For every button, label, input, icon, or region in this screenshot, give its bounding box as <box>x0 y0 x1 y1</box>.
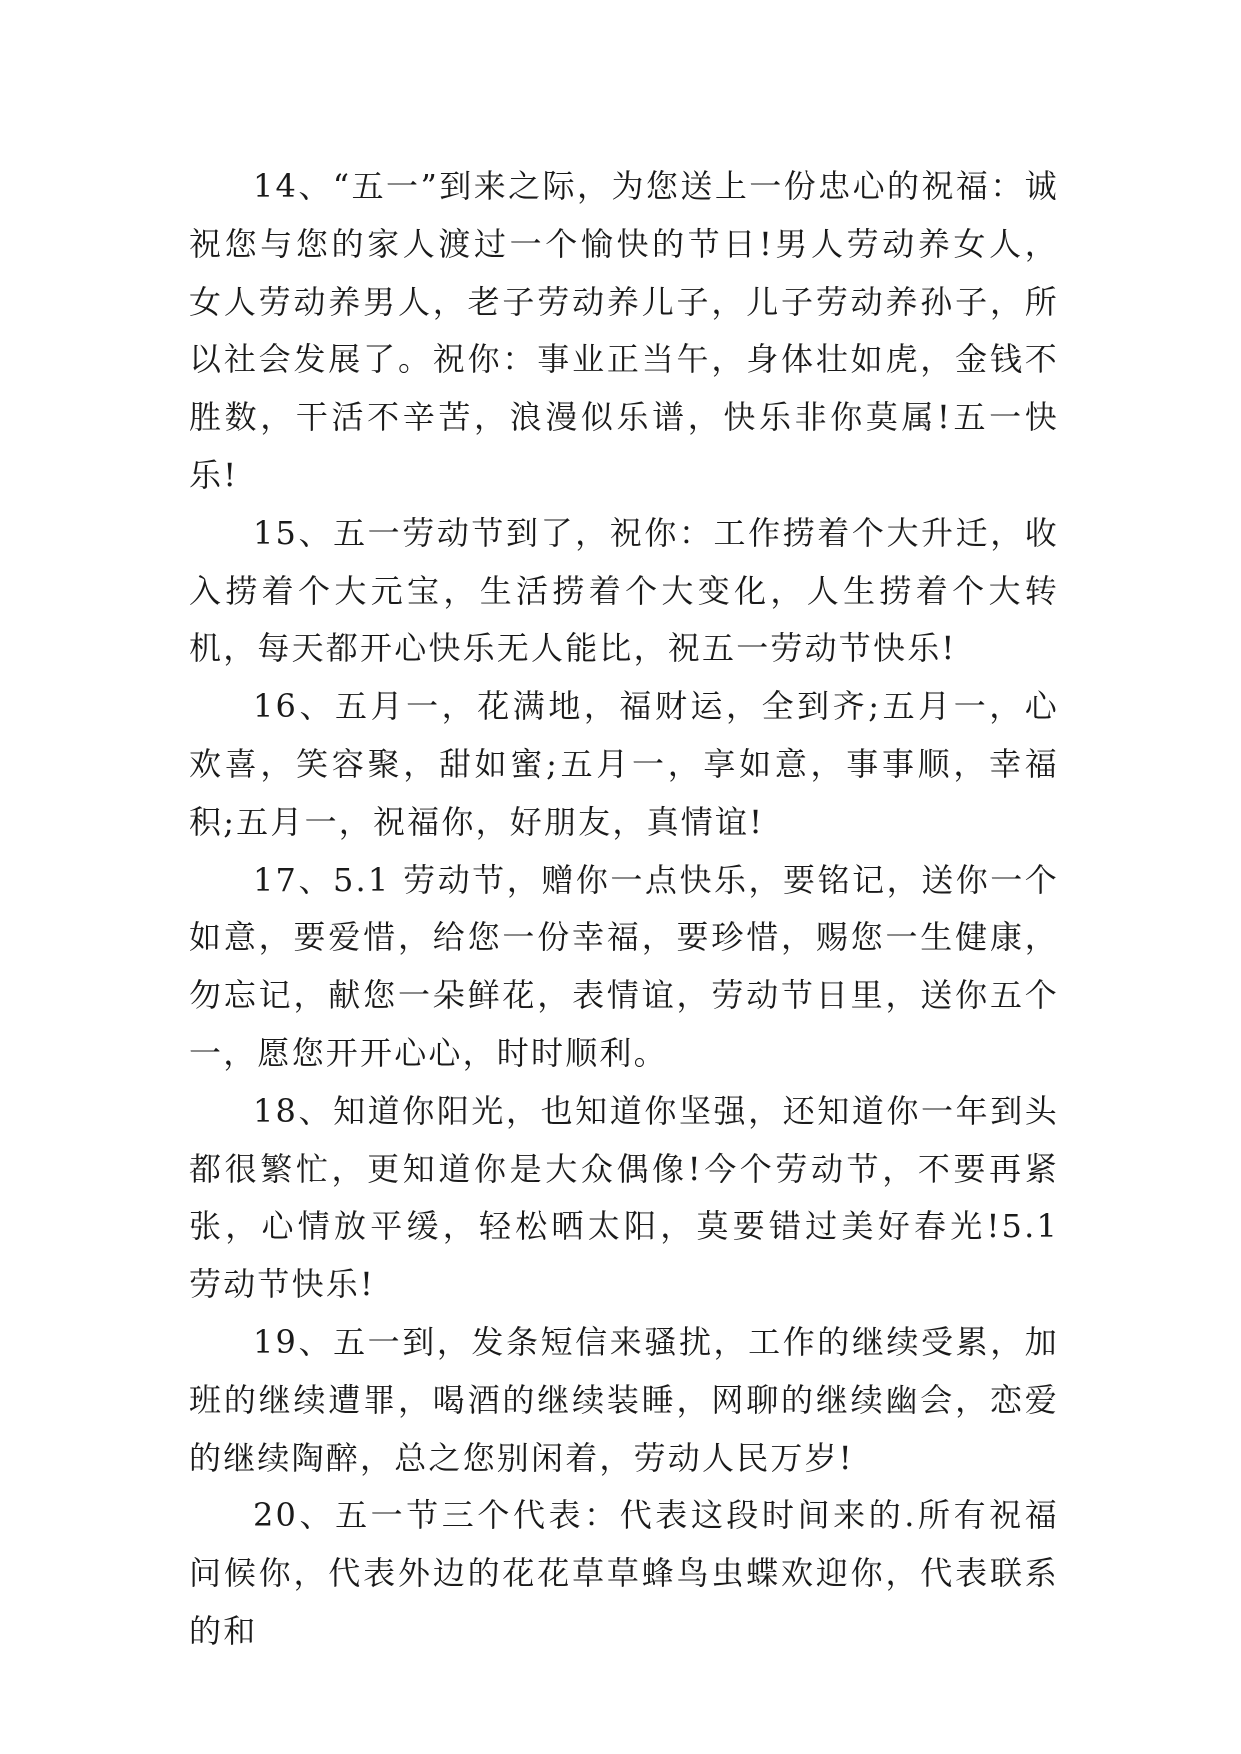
paragraph-14: 14、“五一”到来之际，为您送上一份忠心的祝福：诚祝您与您的家人渡过一个愉快的节日!男人劳动养女人，女人劳动养男人，老子劳动养儿子，儿子劳动养孙子，所以社会发展了。祝你：事业正当午，身体壮如虎，金钱不胜数，干活不辛苦，浪漫似乐谱，快乐非你莫属!五一快乐! <box>189 167 1059 494</box>
document-body <box>189 158 1059 1661</box>
paragraph-17: 17、5.1 劳动节，赠你一点快乐，要铭记，送你一个如意，要爱惜，给您一份幸福，要珍惜，赐您一生健康，勿忘记，献您一朵鲜花，表情谊，劳动节日里，送你五个一，愿您开开心心，时时顺利。 <box>189 860 1059 1072</box>
paragraph-19: 19、五一到，发条短信来骚扰，工作的继续受累，加班的继续遭罪，喝酒的继续装睡，网聊的继续幽会，恋爱的继续陶醉，总之您别闲着，劳动人民万岁! <box>189 1322 1059 1477</box>
paragraph-18: 18、知道你阳光，也知道你坚强，还知道你一年到头都很繁忙，更知道你是大众偶像!今个劳动节，不要再紧张，心情放平缓，轻松晒太阳，莫要错过美好春光!5.1 劳动节快乐! <box>189 1091 1059 1304</box>
paragraph-20: 20、五一节三个代表：代表这段时间来的.所有祝福问候你，代表外边的花花草草蜂鸟虫蝶欢迎你，代表联系的和 <box>189 1496 1059 1650</box>
paragraph-16: 16、五月一，花满地，福财运，全到齐;五月一，心欢喜，笑容聚，甜如蜜;五月一，享如意，事事顺，幸福积;五月一，祝福你，好朋友，真情谊! <box>189 687 1059 841</box>
paragraph-15: 15、五一劳动节到了，祝你：工作捞着个大升迁，收入捞着个大元宝，生活捞着个大变化，人生捞着个大转机，每天都开心快乐无人能比，祝五一劳动节快乐! <box>189 513 1059 668</box>
